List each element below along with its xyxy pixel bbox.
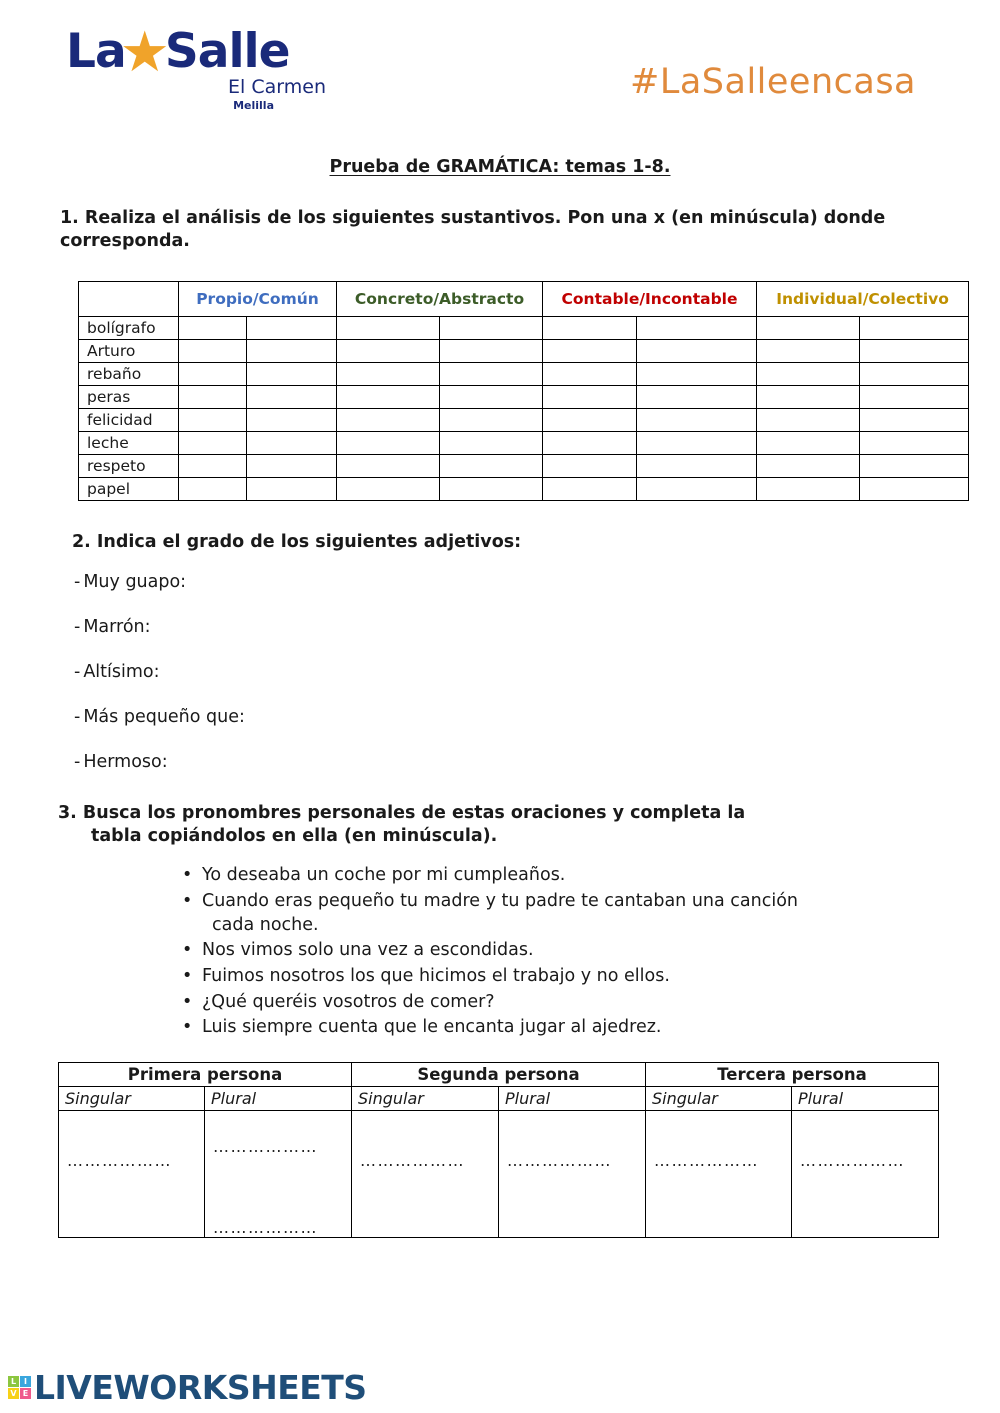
list-item: [74, 662, 970, 682]
answer-cell[interactable]: [337, 432, 440, 455]
answer-cell[interactable]: [637, 317, 757, 340]
column-header-segunda-persona: Segunda persona: [352, 1062, 646, 1086]
pronoun-table-head: [59, 1062, 939, 1086]
dotted-line[interactable]: ………………: [800, 1150, 905, 1170]
table-row: [79, 455, 969, 478]
answer-cell-primera-plural[interactable]: [205, 1110, 352, 1237]
logo-cell-e: E: [20, 1388, 31, 1399]
answer-cell[interactable]: [860, 455, 969, 478]
answer-cell[interactable]: [757, 478, 860, 501]
answer-cell[interactable]: [637, 386, 757, 409]
noun-label-papel: papel: [79, 478, 179, 501]
pronoun-table-answer-row: [59, 1110, 939, 1237]
answer-cell[interactable]: [543, 409, 637, 432]
answer-cell[interactable]: [637, 432, 757, 455]
subheader-primera-singular: Singular: [59, 1086, 205, 1110]
answer-cell[interactable]: [860, 340, 969, 363]
answer-cell[interactable]: [179, 317, 247, 340]
column-header-primera-persona: Primera persona: [59, 1062, 352, 1086]
answer-cell[interactable]: [637, 455, 757, 478]
answer-cell[interactable]: [757, 340, 860, 363]
logo-cell-l: L: [8, 1376, 19, 1387]
logo-school-name: El Carmen: [228, 76, 326, 98]
answer-cell[interactable]: [179, 363, 247, 386]
column-header-tercera-persona: Tercera persona: [646, 1062, 939, 1086]
logo-brand-part2: Salle: [164, 24, 290, 79]
list-dash: -: [74, 572, 81, 593]
sentence-6: Luis siempre cuenta que le encanta jugar al ajedrez.: [202, 1017, 662, 1038]
liveworksheets-footer: [8, 1368, 367, 1407]
table-row: [79, 363, 969, 386]
pronoun-table-wrapper: [58, 1062, 970, 1238]
answer-cell[interactable]: [543, 455, 637, 478]
answer-cell[interactable]: [637, 409, 757, 432]
answer-cell[interactable]: [247, 409, 337, 432]
noun-analysis-table: [78, 281, 969, 501]
answer-cell-primera-singular[interactable]: [59, 1110, 205, 1237]
answer-cell[interactable]: [440, 363, 543, 386]
pronoun-person-table: [58, 1062, 939, 1238]
answer-cell-segunda-plural[interactable]: [499, 1110, 646, 1237]
noun-label-respeto: respeto: [79, 455, 179, 478]
answer-cell[interactable]: [337, 363, 440, 386]
answer-cell[interactable]: [337, 317, 440, 340]
logo-cell-v: V: [8, 1388, 19, 1399]
list-item: [180, 939, 970, 963]
answer-cell[interactable]: [440, 317, 543, 340]
sentence-1: Yo deseaba un coche por mi cumpleaños.: [202, 865, 566, 886]
answer-cell[interactable]: [757, 432, 860, 455]
exercise-3-heading-line2: tabla copiándolos en ella (en minúscula).: [91, 826, 498, 847]
list-item: [180, 965, 970, 989]
subheader-tercera-plural: Plural: [792, 1086, 939, 1110]
list-item: [74, 707, 970, 727]
table-row: [79, 432, 969, 455]
answer-cell[interactable]: [543, 340, 637, 363]
answer-cell[interactable]: [637, 340, 757, 363]
worksheet-body: [0, 157, 1000, 1238]
answer-cell[interactable]: [543, 386, 637, 409]
answer-cell[interactable]: [757, 386, 860, 409]
answer-cell[interactable]: [860, 363, 969, 386]
subheader-segunda-plural: Plural: [499, 1086, 646, 1110]
answer-cell[interactable]: [440, 386, 543, 409]
dotted-line[interactable]: ………………: [360, 1150, 465, 1170]
list-dash: -: [74, 662, 81, 683]
noun-label-felicidad: felicidad: [79, 409, 179, 432]
sentence-2-continuation: cada noche.: [212, 914, 319, 935]
exercise-1-heading: 1. Realiza el análisis de los siguientes sustantivos. Pon una x (en minúscula) donde corresponda.: [60, 208, 886, 252]
answer-cell[interactable]: [440, 340, 543, 363]
pronoun-sentence-list: [30, 864, 970, 1039]
answer-cell[interactable]: [440, 478, 543, 501]
answer-cell[interactable]: [757, 455, 860, 478]
list-item: [180, 864, 970, 888]
noun-table-corner-cell: [79, 282, 179, 317]
list-dash: -: [74, 752, 81, 773]
sentence-3: Nos vimos solo una vez a escondidas.: [202, 940, 534, 961]
logo-city: Melilla: [233, 99, 274, 112]
logo-wordmark: La★Salle: [66, 20, 290, 85]
dotted-line[interactable]: ………………: [67, 1150, 172, 1170]
answer-cell[interactable]: [247, 455, 337, 478]
pronoun-table-body: [59, 1086, 939, 1237]
list-item: [180, 890, 970, 937]
table-row: [79, 478, 969, 501]
pronoun-table-person-row: [59, 1062, 939, 1086]
answer-cell[interactable]: [440, 409, 543, 432]
logo-brand-part1: La: [66, 24, 126, 79]
noun-label-boligrafo: bolígrafo: [79, 317, 179, 340]
answer-cell[interactable]: [757, 363, 860, 386]
dotted-line[interactable]: ………………: [213, 1217, 318, 1237]
list-item: [74, 752, 970, 772]
table-row: [79, 386, 969, 409]
adjective-altisimo: Altísimo:: [83, 662, 160, 683]
adjective-mas-pequeno-que: Más pequeño que:: [83, 707, 245, 728]
noun-table-header-row: [79, 282, 969, 317]
table-row: [79, 409, 969, 432]
noun-analysis-table-wrapper: [78, 281, 970, 501]
adjective-marron: Marrón:: [83, 617, 151, 638]
pronoun-table-number-row: [59, 1086, 939, 1110]
liveworksheets-brand-text: LIVEWORKSHEETS: [34, 1368, 367, 1407]
answer-cell[interactable]: [860, 478, 969, 501]
answer-cell[interactable]: [637, 363, 757, 386]
answer-cell[interactable]: [337, 478, 440, 501]
page-title: [30, 157, 970, 177]
answer-cell[interactable]: [440, 455, 543, 478]
adjective-degree-list: [30, 572, 970, 772]
answer-cell[interactable]: [247, 386, 337, 409]
column-header-contable-incontable: Contable/Incontable: [543, 282, 757, 317]
list-dash: -: [74, 707, 81, 728]
answer-cell[interactable]: [179, 478, 247, 501]
answer-cell[interactable]: [860, 386, 969, 409]
answer-cell[interactable]: [179, 455, 247, 478]
answer-cell[interactable]: [543, 317, 637, 340]
answer-cell-tercera-singular[interactable]: [646, 1110, 792, 1237]
answer-cell[interactable]: [337, 455, 440, 478]
dotted-line[interactable]: ………………: [507, 1150, 612, 1170]
list-item: [74, 617, 970, 637]
list-item: [180, 991, 970, 1015]
answer-cell[interactable]: [337, 340, 440, 363]
table-row: [79, 340, 969, 363]
column-header-individual-colectivo: Individual/Colectivo: [757, 282, 969, 317]
logo-cell-i: I: [20, 1376, 31, 1387]
answer-cell[interactable]: [179, 386, 247, 409]
noun-label-leche: leche: [79, 432, 179, 455]
exercise-2-heading: 2. Indica el grado de los siguientes adjetivos:: [72, 532, 522, 553]
list-dash: -: [74, 617, 81, 638]
subheader-tercera-singular: Singular: [646, 1086, 792, 1110]
noun-table-body: [79, 317, 969, 501]
answer-cell[interactable]: [179, 409, 247, 432]
page-header: [0, 0, 1000, 135]
column-header-concreto-abstracto: Concreto/Abstracto: [337, 282, 543, 317]
answer-cell[interactable]: [543, 432, 637, 455]
answer-cell[interactable]: [247, 363, 337, 386]
answer-cell[interactable]: [337, 409, 440, 432]
answer-cell[interactable]: [337, 386, 440, 409]
answer-cell[interactable]: [440, 432, 543, 455]
sentence-2: Cuando eras pequeño tu madre y tu padre te cantaban una canción: [202, 891, 799, 912]
subheader-primera-plural: Plural: [205, 1086, 352, 1110]
answer-cell[interactable]: [247, 478, 337, 501]
answer-cell[interactable]: [179, 340, 247, 363]
answer-cell[interactable]: [860, 432, 969, 455]
exercise-3-heading-line1: 3. Busca los pronombres personales de estas oraciones y completa la: [58, 803, 746, 824]
subheader-segunda-singular: Singular: [352, 1086, 499, 1110]
noun-label-peras: peras: [79, 386, 179, 409]
answer-cell[interactable]: [247, 317, 337, 340]
adjective-hermoso: Hermoso:: [83, 752, 168, 773]
noun-table-head: [79, 282, 969, 317]
answer-cell-tercera-plural[interactable]: [792, 1110, 939, 1237]
noun-label-arturo: Arturo: [79, 340, 179, 363]
list-item: [74, 572, 970, 592]
column-header-propio-comun: Propio/Común: [179, 282, 337, 317]
campaign-hashtag: #LaSalleencasa: [630, 62, 917, 102]
answer-cell[interactable]: [860, 409, 969, 432]
school-logo: [62, 20, 332, 128]
answer-cell[interactable]: [247, 432, 337, 455]
answer-cell[interactable]: [757, 409, 860, 432]
answer-cell[interactable]: [543, 478, 637, 501]
answer-cell[interactable]: [543, 363, 637, 386]
list-item: [180, 1016, 970, 1040]
answer-cell[interactable]: [637, 478, 757, 501]
answer-cell[interactable]: [247, 340, 337, 363]
dotted-line[interactable]: ………………: [654, 1150, 759, 1170]
exercise-3-heading: [30, 802, 970, 848]
adjective-muy-guapo: Muy guapo:: [83, 572, 187, 593]
answer-cell[interactable]: [179, 432, 247, 455]
answer-cell[interactable]: [860, 317, 969, 340]
dotted-line[interactable]: ………………: [213, 1136, 318, 1156]
answer-cell-segunda-singular[interactable]: [352, 1110, 499, 1237]
table-row: [79, 317, 969, 340]
answer-cell[interactable]: [757, 317, 860, 340]
sentence-4: Fuimos nosotros los que hicimos el trabajo y no ellos.: [202, 965, 670, 986]
page-title-text: Prueba de GRAMÁTICA: temas 1-8.: [329, 157, 671, 177]
sentence-5: ¿Qué queréis vosotros de comer?: [202, 991, 495, 1012]
liveworksheets-logo-icon: [8, 1376, 31, 1399]
noun-label-rebano: rebaño: [79, 363, 179, 386]
